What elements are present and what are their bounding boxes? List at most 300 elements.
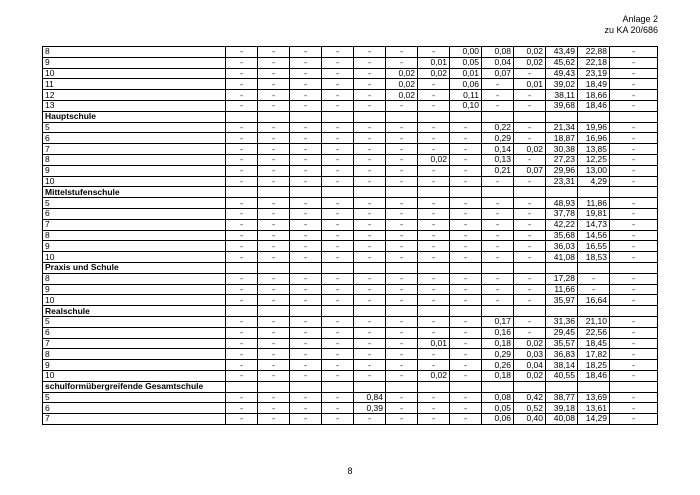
table-cell bbox=[546, 306, 578, 317]
row-label: 5 bbox=[43, 316, 226, 327]
table-cell bbox=[578, 187, 610, 198]
table-cell: - bbox=[290, 122, 322, 133]
table-cell: 12,25 bbox=[578, 154, 610, 165]
table-cell: - bbox=[226, 252, 258, 263]
table-cell bbox=[482, 306, 514, 317]
table-cell: 0,01 bbox=[450, 68, 482, 79]
row-label: 7 bbox=[43, 219, 226, 230]
table-row bbox=[43, 198, 658, 209]
table-cell: 0,02 bbox=[514, 144, 546, 155]
table-cell: - bbox=[386, 57, 418, 68]
table-cell: - bbox=[418, 79, 450, 90]
table-cell: - bbox=[290, 414, 322, 425]
table-cell: - bbox=[514, 208, 546, 219]
table-row bbox=[43, 79, 658, 90]
table-row bbox=[43, 392, 658, 403]
row-label: 6 bbox=[43, 327, 226, 338]
table-cell bbox=[418, 381, 450, 392]
table-cell: - bbox=[322, 403, 354, 414]
table-cell: - bbox=[386, 414, 418, 425]
table-cell: 0,02 bbox=[514, 57, 546, 68]
table-cell: 0,01 bbox=[418, 338, 450, 349]
table-cell: 0,02 bbox=[514, 370, 546, 381]
table-cell: - bbox=[610, 57, 658, 68]
table-cell: - bbox=[610, 165, 658, 176]
table-cell: - bbox=[418, 241, 450, 252]
row-label: 5 bbox=[43, 122, 226, 133]
table-cell: - bbox=[418, 144, 450, 155]
table-cell: - bbox=[450, 284, 482, 295]
table-cell: - bbox=[258, 241, 290, 252]
table-cell: - bbox=[322, 165, 354, 176]
table-cell: 0,02 bbox=[418, 154, 450, 165]
row-label: 9 bbox=[43, 360, 226, 371]
table-cell: - bbox=[226, 327, 258, 338]
table-cell: 41,08 bbox=[546, 252, 578, 263]
table-cell: - bbox=[226, 349, 258, 360]
table-cell: - bbox=[418, 133, 450, 144]
table-cell: - bbox=[290, 198, 322, 209]
table-cell: - bbox=[354, 122, 386, 133]
table-cell: - bbox=[354, 230, 386, 241]
table-cell: - bbox=[322, 68, 354, 79]
section-row bbox=[43, 306, 658, 317]
section-label: Praxis und Schule bbox=[43, 262, 226, 273]
table-cell: - bbox=[354, 154, 386, 165]
row-label: 8 bbox=[43, 47, 226, 58]
table-cell: - bbox=[226, 90, 258, 101]
table-cell: - bbox=[610, 154, 658, 165]
table-cell: - bbox=[418, 284, 450, 295]
table-cell: - bbox=[482, 100, 514, 111]
table-cell: 18,87 bbox=[546, 133, 578, 144]
table-cell: 21,10 bbox=[578, 316, 610, 327]
table-cell: - bbox=[354, 219, 386, 230]
table-cell: 0,06 bbox=[482, 414, 514, 425]
table-cell bbox=[514, 306, 546, 317]
table-cell: 42,22 bbox=[546, 219, 578, 230]
table-cell: - bbox=[290, 360, 322, 371]
table-cell: - bbox=[418, 122, 450, 133]
table-cell: - bbox=[290, 57, 322, 68]
table-cell: - bbox=[290, 208, 322, 219]
table-cell: 0,05 bbox=[450, 57, 482, 68]
table-cell: - bbox=[354, 338, 386, 349]
table-cell: 39,02 bbox=[546, 79, 578, 90]
table-cell: - bbox=[226, 47, 258, 58]
table-row bbox=[43, 165, 658, 176]
table-cell bbox=[386, 306, 418, 317]
table-cell: 0,08 bbox=[482, 392, 514, 403]
table-cell: - bbox=[354, 100, 386, 111]
table-cell: - bbox=[226, 154, 258, 165]
table-cell: - bbox=[290, 47, 322, 58]
table-cell: - bbox=[354, 208, 386, 219]
table-cell: - bbox=[418, 392, 450, 403]
table-cell: - bbox=[258, 327, 290, 338]
table-cell: 0,00 bbox=[450, 47, 482, 58]
table-cell: - bbox=[354, 68, 386, 79]
table-cell: - bbox=[610, 79, 658, 90]
table-cell: 0,11 bbox=[450, 90, 482, 101]
table-cell: - bbox=[226, 122, 258, 133]
row-label: 9 bbox=[43, 284, 226, 295]
table-cell: - bbox=[322, 370, 354, 381]
table-cell: - bbox=[386, 284, 418, 295]
table-cell: - bbox=[322, 79, 354, 90]
table-cell: - bbox=[482, 295, 514, 306]
table-cell: - bbox=[514, 154, 546, 165]
table-cell: - bbox=[418, 230, 450, 241]
row-label: 12 bbox=[43, 90, 226, 101]
table-cell: - bbox=[450, 208, 482, 219]
table-cell bbox=[226, 262, 258, 273]
table-cell: - bbox=[322, 57, 354, 68]
table-cell bbox=[258, 187, 290, 198]
table-cell: 0,40 bbox=[514, 414, 546, 425]
table-cell bbox=[450, 381, 482, 392]
table-cell: - bbox=[418, 403, 450, 414]
table-cell: - bbox=[322, 284, 354, 295]
table-cell bbox=[418, 111, 450, 122]
section-label: Mittelstufenschule bbox=[43, 187, 226, 198]
table-cell: - bbox=[386, 208, 418, 219]
table-cell bbox=[482, 262, 514, 273]
table-cell: 22,88 bbox=[578, 47, 610, 58]
table-cell: 30,38 bbox=[546, 144, 578, 155]
table-cell: - bbox=[258, 349, 290, 360]
table-cell: 11,66 bbox=[546, 284, 578, 295]
table-cell: 35,57 bbox=[546, 338, 578, 349]
table-cell bbox=[578, 111, 610, 122]
table-cell: - bbox=[290, 338, 322, 349]
table-cell bbox=[322, 306, 354, 317]
table-cell: - bbox=[450, 349, 482, 360]
table-cell: 18,49 bbox=[578, 79, 610, 90]
table-cell bbox=[610, 381, 658, 392]
row-label: 5 bbox=[43, 198, 226, 209]
table-cell: - bbox=[290, 176, 322, 187]
table-cell: - bbox=[610, 370, 658, 381]
table-cell: - bbox=[354, 252, 386, 263]
table-cell: - bbox=[226, 403, 258, 414]
table-cell: - bbox=[450, 360, 482, 371]
table-row bbox=[43, 57, 658, 68]
table-cell: - bbox=[450, 414, 482, 425]
table-cell: - bbox=[386, 338, 418, 349]
table-cell: - bbox=[514, 273, 546, 284]
table-row bbox=[43, 349, 658, 360]
table-cell bbox=[610, 187, 658, 198]
table-cell: - bbox=[418, 90, 450, 101]
table-cell: - bbox=[610, 133, 658, 144]
table-cell bbox=[322, 187, 354, 198]
table-cell: - bbox=[322, 252, 354, 263]
table-cell: - bbox=[226, 133, 258, 144]
table-cell: - bbox=[610, 284, 658, 295]
row-label: 7 bbox=[43, 144, 226, 155]
table-cell bbox=[418, 306, 450, 317]
table-row bbox=[43, 241, 658, 252]
table-cell: - bbox=[354, 133, 386, 144]
table-cell: - bbox=[514, 133, 546, 144]
table-cell: - bbox=[226, 392, 258, 403]
table-cell: - bbox=[290, 79, 322, 90]
table-cell: - bbox=[258, 230, 290, 241]
table-cell: - bbox=[418, 208, 450, 219]
table-cell: - bbox=[418, 198, 450, 209]
table-row bbox=[43, 414, 658, 425]
table-cell: - bbox=[322, 154, 354, 165]
table-cell: 0,01 bbox=[514, 79, 546, 90]
table-cell: - bbox=[226, 198, 258, 209]
table-row bbox=[43, 176, 658, 187]
table-cell: - bbox=[418, 414, 450, 425]
table-cell: - bbox=[322, 327, 354, 338]
table-cell: 0,02 bbox=[418, 370, 450, 381]
row-label: 9 bbox=[43, 57, 226, 68]
table-cell: 18,66 bbox=[578, 90, 610, 101]
row-label: 10 bbox=[43, 252, 226, 263]
section-label: Hauptschule bbox=[43, 111, 226, 122]
table-cell: - bbox=[322, 133, 354, 144]
table-cell: - bbox=[450, 370, 482, 381]
table-cell: - bbox=[450, 327, 482, 338]
table-cell: 39,68 bbox=[546, 100, 578, 111]
table-cell: - bbox=[450, 165, 482, 176]
table-cell: - bbox=[258, 370, 290, 381]
table-cell: - bbox=[258, 360, 290, 371]
table-cell: 45,62 bbox=[546, 57, 578, 68]
table-cell: 17,28 bbox=[546, 273, 578, 284]
table-cell: - bbox=[322, 47, 354, 58]
table-cell: 19,81 bbox=[578, 208, 610, 219]
table-cell: - bbox=[226, 219, 258, 230]
table-cell: - bbox=[450, 338, 482, 349]
table-cell bbox=[482, 381, 514, 392]
table-cell bbox=[610, 262, 658, 273]
row-label: 5 bbox=[43, 392, 226, 403]
table-cell: 0,03 bbox=[514, 349, 546, 360]
table-cell: - bbox=[610, 241, 658, 252]
table-cell: - bbox=[482, 208, 514, 219]
table-cell: - bbox=[514, 100, 546, 111]
table-cell: - bbox=[386, 273, 418, 284]
table-cell: - bbox=[354, 165, 386, 176]
table-cell: - bbox=[258, 122, 290, 133]
table-cell: - bbox=[354, 198, 386, 209]
table-cell: - bbox=[354, 360, 386, 371]
table-cell: 38,11 bbox=[546, 90, 578, 101]
row-label: 10 bbox=[43, 295, 226, 306]
table-cell: - bbox=[258, 68, 290, 79]
table-cell: - bbox=[290, 90, 322, 101]
table-cell: 13,61 bbox=[578, 403, 610, 414]
table-cell: 0,18 bbox=[482, 338, 514, 349]
table-cell: - bbox=[258, 198, 290, 209]
row-label: 9 bbox=[43, 165, 226, 176]
table-cell bbox=[290, 262, 322, 273]
table-cell: 0,22 bbox=[482, 122, 514, 133]
table-cell: - bbox=[354, 316, 386, 327]
table-row bbox=[43, 403, 658, 414]
table-cell: - bbox=[386, 316, 418, 327]
data-table bbox=[42, 46, 658, 425]
table-cell: - bbox=[322, 360, 354, 371]
table-cell: 0,02 bbox=[514, 338, 546, 349]
table-cell: - bbox=[354, 176, 386, 187]
table-cell: - bbox=[450, 295, 482, 306]
table-cell: - bbox=[610, 252, 658, 263]
table-cell: - bbox=[322, 208, 354, 219]
table-cell: 18,45 bbox=[578, 338, 610, 349]
table-cell: - bbox=[610, 90, 658, 101]
table-cell: - bbox=[610, 414, 658, 425]
header-annex: Anlage 2 bbox=[622, 14, 658, 24]
table-cell: - bbox=[226, 79, 258, 90]
table-cell bbox=[418, 262, 450, 273]
table-row bbox=[43, 208, 658, 219]
table-cell: 16,64 bbox=[578, 295, 610, 306]
table-cell: - bbox=[290, 403, 322, 414]
table-row bbox=[43, 133, 658, 144]
table-cell: - bbox=[322, 100, 354, 111]
table-cell: 40,55 bbox=[546, 370, 578, 381]
table-cell: 35,68 bbox=[546, 230, 578, 241]
row-label: 8 bbox=[43, 273, 226, 284]
table-cell bbox=[386, 262, 418, 273]
table-cell: - bbox=[290, 316, 322, 327]
row-label: 10 bbox=[43, 370, 226, 381]
section-row bbox=[43, 111, 658, 122]
table-cell: - bbox=[290, 230, 322, 241]
table-cell: - bbox=[258, 100, 290, 111]
table-cell: - bbox=[322, 273, 354, 284]
table-cell: 27,23 bbox=[546, 154, 578, 165]
table-cell: 22,56 bbox=[578, 327, 610, 338]
table-cell: - bbox=[386, 144, 418, 155]
table-cell: - bbox=[322, 316, 354, 327]
table-cell: - bbox=[322, 295, 354, 306]
table-cell: 0,02 bbox=[386, 90, 418, 101]
table-cell bbox=[482, 111, 514, 122]
table-cell: - bbox=[290, 241, 322, 252]
table-cell: - bbox=[290, 295, 322, 306]
table-cell bbox=[514, 262, 546, 273]
table-cell: 0,02 bbox=[386, 79, 418, 90]
table-cell: - bbox=[354, 273, 386, 284]
table-cell: - bbox=[226, 165, 258, 176]
table-cell: 0,21 bbox=[482, 165, 514, 176]
table-cell: 40,08 bbox=[546, 414, 578, 425]
table-cell: - bbox=[610, 392, 658, 403]
table-cell: - bbox=[610, 349, 658, 360]
table-cell: - bbox=[386, 219, 418, 230]
table-cell: - bbox=[514, 230, 546, 241]
section-row bbox=[43, 187, 658, 198]
table-cell bbox=[578, 381, 610, 392]
table-cell: - bbox=[610, 100, 658, 111]
table-cell: - bbox=[322, 230, 354, 241]
table-cell: - bbox=[610, 316, 658, 327]
table-cell: - bbox=[354, 370, 386, 381]
table-cell: 35,97 bbox=[546, 295, 578, 306]
table-cell: - bbox=[514, 198, 546, 209]
table-cell: - bbox=[514, 176, 546, 187]
table-row bbox=[43, 154, 658, 165]
table-cell: 4,29 bbox=[578, 176, 610, 187]
table-cell: - bbox=[450, 252, 482, 263]
table-cell: - bbox=[322, 90, 354, 101]
table-cell: - bbox=[418, 165, 450, 176]
table-cell bbox=[546, 187, 578, 198]
table-cell: - bbox=[322, 414, 354, 425]
table-cell: - bbox=[258, 338, 290, 349]
row-label: 7 bbox=[43, 414, 226, 425]
table-cell: - bbox=[290, 144, 322, 155]
table-cell: - bbox=[482, 79, 514, 90]
table-row bbox=[43, 273, 658, 284]
table-cell: - bbox=[450, 316, 482, 327]
table-cell: - bbox=[226, 57, 258, 68]
table-cell: - bbox=[258, 414, 290, 425]
row-label: 9 bbox=[43, 241, 226, 252]
table-cell: - bbox=[258, 165, 290, 176]
table-cell: - bbox=[258, 144, 290, 155]
table-cell: 38,77 bbox=[546, 392, 578, 403]
table-cell: - bbox=[226, 208, 258, 219]
table-cell: - bbox=[226, 144, 258, 155]
table-cell: - bbox=[290, 68, 322, 79]
table-cell: - bbox=[322, 176, 354, 187]
table-cell: - bbox=[610, 360, 658, 371]
table-cell bbox=[546, 111, 578, 122]
table-row bbox=[43, 144, 658, 155]
table-cell: 16,55 bbox=[578, 241, 610, 252]
table-cell bbox=[290, 306, 322, 317]
table-cell: 0,04 bbox=[482, 57, 514, 68]
table-cell: - bbox=[258, 403, 290, 414]
table-cell: - bbox=[610, 273, 658, 284]
table-cell: - bbox=[258, 316, 290, 327]
table-cell bbox=[546, 262, 578, 273]
table-cell: - bbox=[290, 370, 322, 381]
table-cell: - bbox=[482, 241, 514, 252]
table-cell: - bbox=[610, 219, 658, 230]
table-cell: - bbox=[514, 241, 546, 252]
table-cell: - bbox=[386, 252, 418, 263]
table-cell: 0,10 bbox=[450, 100, 482, 111]
table-cell: - bbox=[354, 295, 386, 306]
table-cell: - bbox=[514, 122, 546, 133]
table-cell bbox=[322, 111, 354, 122]
row-label: 8 bbox=[43, 349, 226, 360]
table-cell: 21,34 bbox=[546, 122, 578, 133]
header-reference: zu KA 20/686 bbox=[604, 25, 658, 35]
table-cell: - bbox=[226, 176, 258, 187]
table-cell bbox=[546, 381, 578, 392]
table-cell: - bbox=[514, 316, 546, 327]
table-cell: - bbox=[450, 241, 482, 252]
table-cell: - bbox=[418, 273, 450, 284]
table-cell: 14,29 bbox=[578, 414, 610, 425]
table-cell: 19,96 bbox=[578, 122, 610, 133]
table-cell: - bbox=[450, 403, 482, 414]
table-cell: - bbox=[258, 176, 290, 187]
table-cell: - bbox=[450, 144, 482, 155]
table-cell: - bbox=[450, 219, 482, 230]
table-cell: - bbox=[290, 165, 322, 176]
